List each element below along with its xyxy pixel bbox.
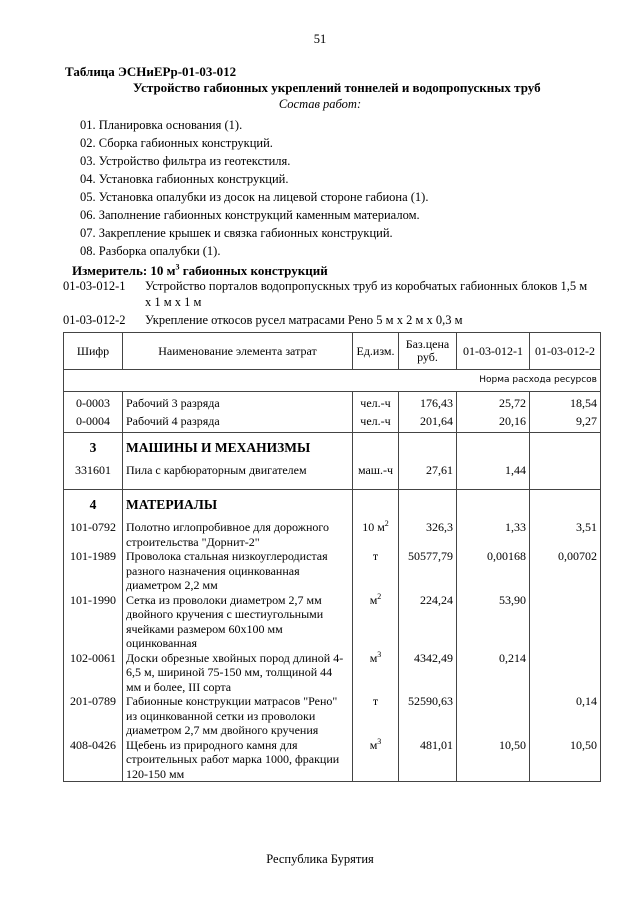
row-name: Рабочий 4 разряда bbox=[123, 414, 353, 433]
row-price: 224,24 bbox=[399, 593, 457, 651]
table-title: Таблица ЭСНиЕРр-01-03-012 bbox=[65, 64, 237, 79]
empty-cell bbox=[457, 433, 530, 464]
section-title: МАШИНЫ И МЕХАНИЗМЫ bbox=[123, 433, 353, 464]
unit-text: чел.-ч bbox=[360, 414, 391, 428]
row-code: 0-0004 bbox=[64, 414, 123, 433]
row-price: 4342,49 bbox=[399, 651, 457, 695]
page-number: 51 bbox=[313, 32, 327, 46]
row-name: Габионные конструкции матрасов "Рено" из оцинкованной сетки из проволоки диаметром 2,7 мм двойного кручения bbox=[123, 694, 353, 738]
work-item: 04. Установка габионных конструкций. bbox=[80, 172, 289, 186]
row-price: 326,3 bbox=[399, 520, 457, 549]
table-row bbox=[64, 549, 601, 593]
empty-cell bbox=[457, 490, 530, 521]
row-code: 408-0426 bbox=[64, 738, 123, 782]
subtitle: Устройство габионных укреплений тоннелей и водопропускных труб bbox=[133, 80, 541, 95]
empty-cell bbox=[399, 433, 457, 464]
row-value-1 bbox=[457, 694, 530, 738]
row-value-1: 25,72 bbox=[457, 392, 530, 415]
empty-cell bbox=[353, 433, 399, 464]
work-item: 07. Закрепление крышек и связка габионных конструкций. bbox=[80, 226, 393, 240]
work-item: 02. Сборка габионных конструкций. bbox=[80, 136, 273, 150]
row-value-1: 10,50 bbox=[457, 738, 530, 782]
measure-unit bbox=[72, 263, 328, 279]
work-item: 05. Установка опалубки из досок на лицевой стороне габиона (1). bbox=[80, 190, 429, 204]
section-number: 4 bbox=[64, 490, 123, 521]
variant-text-cont: х 1 м х 1 м bbox=[145, 295, 202, 309]
row-price: 176,43 bbox=[399, 392, 457, 415]
variant-code: 01-03-012-2 bbox=[63, 313, 126, 327]
row-name: Щебень из природного камня для строительных работ марка 1000, фракции 120-150 мм bbox=[123, 738, 353, 782]
header-unit: Ед.изм. bbox=[353, 333, 399, 370]
norm-label: Норма расхода ресурсов bbox=[64, 370, 601, 392]
table-row bbox=[64, 651, 601, 695]
row-code: 331601 bbox=[64, 463, 123, 490]
row-value-2: 9,27 bbox=[530, 414, 601, 433]
variant-code: 01-03-012-1 bbox=[63, 279, 126, 293]
row-value-1: 53,90 bbox=[457, 593, 530, 651]
table-row bbox=[64, 414, 601, 433]
table-row bbox=[64, 392, 601, 415]
section-title: МАТЕРИАЛЫ bbox=[123, 490, 353, 521]
row-price: 27,61 bbox=[399, 463, 457, 490]
section-number: 3 bbox=[64, 433, 123, 464]
footer: Республика Бурятия bbox=[266, 852, 374, 866]
variant-text: Устройство порталов водопропускных труб из коробчатых габионных блоков 1,5 м bbox=[145, 279, 588, 293]
row-name: Пила с карбюраторным двигателем bbox=[123, 463, 353, 490]
unit-sup: 3 bbox=[377, 736, 382, 746]
unit-sup: 2 bbox=[377, 591, 382, 601]
row-code: 101-0792 bbox=[64, 520, 123, 549]
section-header bbox=[64, 433, 601, 464]
work-item: 03. Устройство фильтра из геотекстиля. bbox=[80, 154, 291, 168]
row-value-1: 0,00168 bbox=[457, 549, 530, 593]
unit-text: т bbox=[372, 694, 379, 708]
row-name: Рабочий 3 разряда bbox=[123, 392, 353, 415]
row-value-2: 18,54 bbox=[530, 392, 601, 415]
row-code: 101-1989 bbox=[64, 549, 123, 593]
unit-text: т bbox=[372, 549, 379, 563]
row-value-1: 20,16 bbox=[457, 414, 530, 433]
row-code: 201-0789 bbox=[64, 694, 123, 738]
table-row bbox=[64, 463, 601, 490]
row-code: 0-0003 bbox=[64, 392, 123, 415]
row-unit bbox=[353, 549, 399, 593]
unit-text: чел.-ч bbox=[360, 396, 391, 410]
work-item: 06. Заполнение габионных конструкций каменным материалом. bbox=[80, 208, 420, 222]
table-row bbox=[64, 738, 601, 782]
unit-text: м bbox=[369, 650, 378, 665]
row-value-2 bbox=[530, 651, 601, 695]
row-price: 50577,79 bbox=[399, 549, 457, 593]
row-price: 481,01 bbox=[399, 738, 457, 782]
measure-prefix: Измеритель: 10 м bbox=[72, 263, 176, 278]
row-unit bbox=[353, 392, 399, 415]
row-value-2 bbox=[530, 593, 601, 651]
row-value-2: 0,00702 bbox=[530, 549, 601, 593]
header-variant-1: 01-03-012-1 bbox=[457, 333, 530, 370]
variant-text: Укрепление откосов русел матрасами Рено 5 м х 2 м х 0,3 м bbox=[145, 313, 463, 327]
unit-text: 10 м bbox=[362, 520, 385, 534]
unit-sup: 3 bbox=[377, 649, 382, 659]
unit-text: м bbox=[369, 737, 378, 752]
table-header bbox=[64, 333, 601, 370]
empty-cell bbox=[353, 490, 399, 521]
work-item: 08. Разборка опалубки (1). bbox=[80, 244, 221, 258]
row-unit bbox=[353, 463, 399, 490]
row-unit bbox=[353, 694, 399, 738]
resource-table bbox=[63, 332, 601, 782]
table-row bbox=[64, 694, 601, 738]
row-name: Доски обрезные хвойных пород длиной 4-6,5 м, шириной 75-150 мм, толщиной 44 мм и более, III сорта bbox=[123, 651, 353, 695]
empty-cell bbox=[530, 433, 601, 464]
section-header bbox=[64, 490, 601, 521]
row-name: Проволока стальная низкоуглеродистая разного назначения оцинкованная диаметром 2,2 мм bbox=[123, 549, 353, 593]
measure-suffix: габионных конструкций bbox=[179, 263, 328, 278]
row-name: Полотно иглопробивное для дорожного строительства "Дорнит-2" bbox=[123, 520, 353, 549]
row-value-1: 1,33 bbox=[457, 520, 530, 549]
row-price: 201,64 bbox=[399, 414, 457, 433]
row-price: 52590,63 bbox=[399, 694, 457, 738]
unit-sup: 2 bbox=[384, 519, 389, 528]
row-unit bbox=[353, 520, 399, 549]
row-value-1: 0,214 bbox=[457, 651, 530, 695]
row-value-2: 0,14 bbox=[530, 694, 601, 738]
empty-cell bbox=[530, 490, 601, 521]
row-value-2: 3,51 bbox=[530, 520, 601, 549]
row-code: 101-1990 bbox=[64, 593, 123, 651]
unit-text: маш.-ч bbox=[357, 463, 394, 477]
row-value-2 bbox=[530, 463, 601, 490]
header-variant-2: 01-03-012-2 bbox=[530, 333, 601, 370]
row-value-1: 1,44 bbox=[457, 463, 530, 490]
header-price: Баз.цена руб. bbox=[399, 333, 457, 370]
unit-text: м bbox=[369, 592, 378, 607]
row-unit bbox=[353, 738, 399, 782]
work-item: 01. Планировка основания (1). bbox=[80, 118, 243, 132]
table-row bbox=[64, 593, 601, 651]
row-unit bbox=[353, 593, 399, 651]
row-value-2: 10,50 bbox=[530, 738, 601, 782]
row-unit bbox=[353, 651, 399, 695]
composition-label: Состав работ: bbox=[278, 97, 362, 111]
row-code: 102-0061 bbox=[64, 651, 123, 695]
table-row bbox=[64, 520, 601, 549]
header-code: Шифр bbox=[64, 333, 123, 370]
header-name: Наименование элемента затрат bbox=[123, 333, 353, 370]
empty-cell bbox=[399, 490, 457, 521]
row-name: Сетка из проволоки диаметром 2,7 мм двойного кручения с шестиугольными ячейками размером 60х100 мм оцинкованная bbox=[123, 593, 353, 651]
row-unit bbox=[353, 414, 399, 433]
measure-sup: 3 bbox=[175, 262, 180, 272]
